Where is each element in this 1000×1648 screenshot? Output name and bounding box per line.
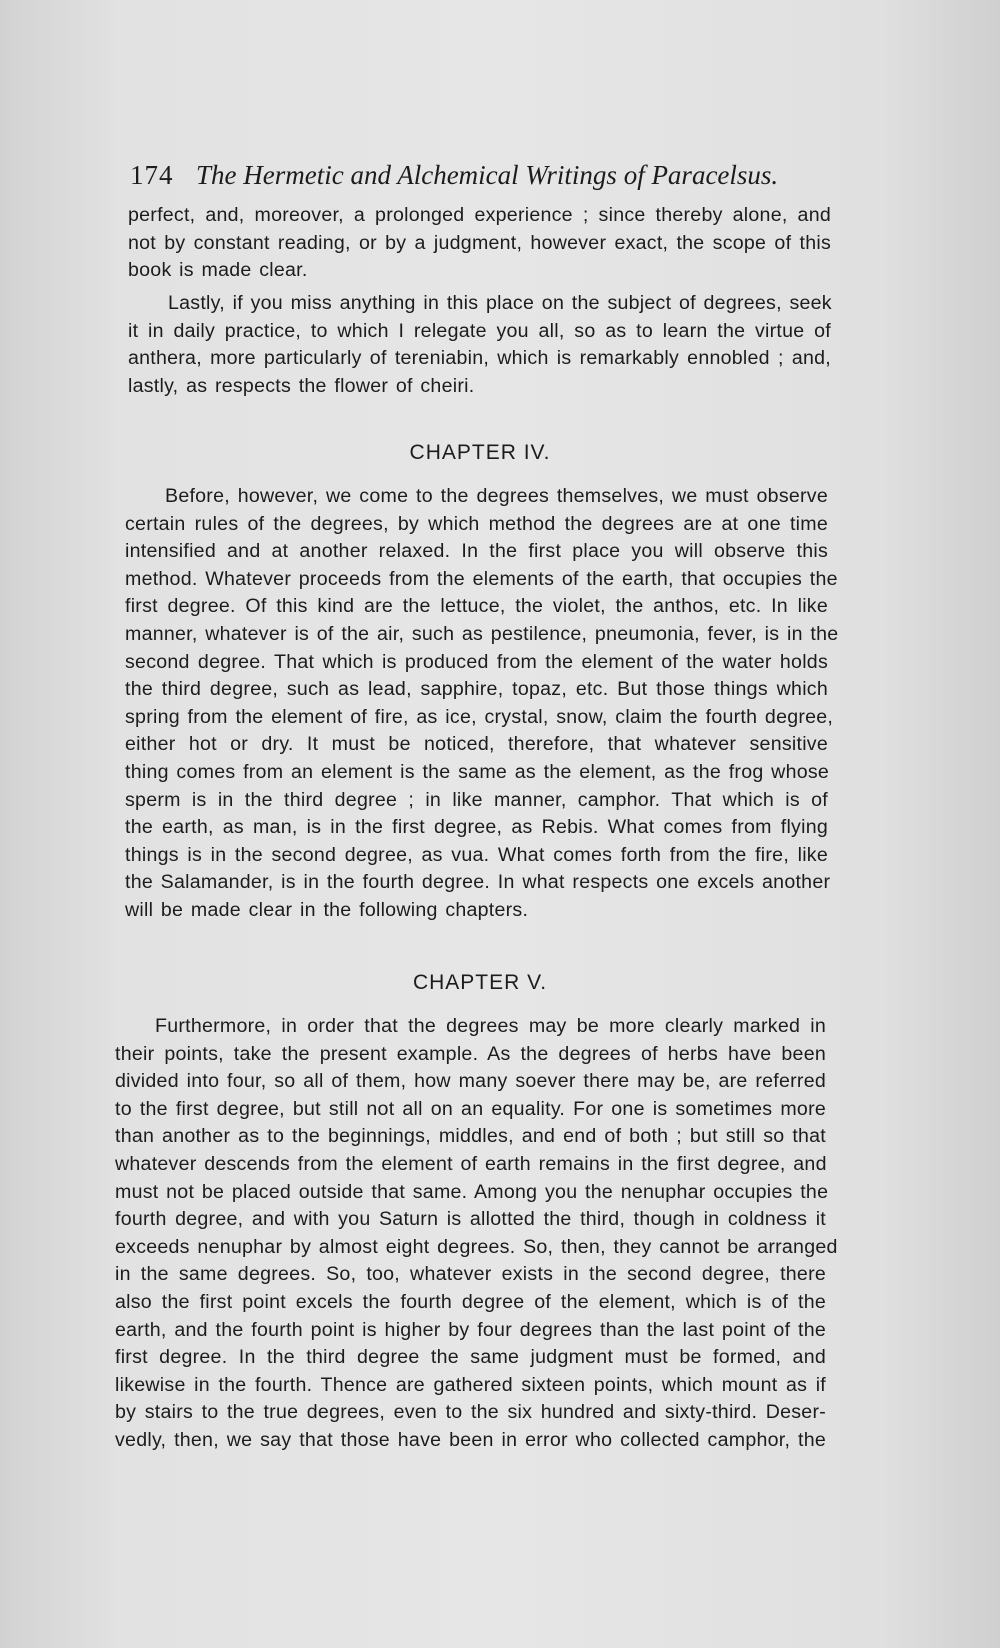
running-header [130,155,830,195]
text-line: first degree. Of this kind are the lettuce, the violet, the anthos, etc. In like [125,595,828,618]
text-line: the third degree, such as lead, sapphire, topaz, etc. But those things which [125,678,828,701]
text-line: either hot or dry. It must be noticed, therefore, that whatever sensitive [125,733,828,756]
page-number: 174 [130,160,174,190]
text-line: than another as to the beginnings, middles, and end of both ; but still so that [115,1125,826,1148]
text-line: first degree. In the third degree the same judgment must be formed, and [115,1346,826,1369]
text-line: divided into four, so all of them, how many soever there may be, are referred [115,1070,826,1093]
chapter-v-heading: CHAPTER V. [412,971,548,994]
text-line: manner, whatever is of the air, such as pestilence, pneumonia, fever, is in the [125,622,839,645]
text-line: the earth, as man, is in the first degree, as Rebis. What comes from flying [125,816,828,839]
text-line: not by constant reading, or by a judgment, however exact, the scope of this [128,231,831,254]
text-line: anthera, more particularly of tereniabin, which is remarkably ennobled ; and, [128,347,831,370]
text-line: whatever descends from the element of earth remains in the first degree, and [115,1152,827,1175]
chapter-iv-heading: CHAPTER IV. [409,441,551,464]
text-line: to the first degree, but still not all on an equality. For one is sometimes more [115,1097,826,1120]
text-line: exceeds nenuphar by almost eight degrees. So, then, they cannot be arranged [115,1235,838,1258]
text-line: must not be placed outside that same. Among you the nenuphar occupies the [115,1180,829,1203]
text-line: spring from the element of fire, as ice, crystal, snow, claim the fourth degree, [125,705,834,728]
text-line: book is made clear. [128,259,308,282]
text-line: their points, take the present example. As the degrees of herbs have been [115,1042,826,1065]
text-line: earth, and the fourth point is higher by four degrees than the last point of the [115,1318,826,1341]
text-line: second degree. That which is produced from the element of the water holds [125,650,828,673]
text-line: intensified and at another relaxed. In the first place you will observe this [125,540,828,563]
chapter-iv-paragraph [125,483,839,925]
text-line: vedly, then, we say that those have been in error who collected camphor, the [115,1428,826,1451]
chapter-v-paragraph [115,1013,838,1455]
text-line: Lastly, if you miss anything in this place on the subject of degrees, seek [168,292,832,314]
text-line: also the first point excels the fourth degree of the element, which is of the [115,1290,826,1313]
text-line: thing comes from an element is the same as the element, as the frog whose [125,760,830,783]
text-line: in the same degrees. So, too, whatever exists in the second degree, there [115,1263,826,1286]
text-line: certain rules of the degrees, by which method the degrees are at one time [125,512,828,535]
text-line: things is in the second degree, as vua. What comes forth from the fire, like [125,843,828,866]
lastly-paragraph [128,290,831,400]
text-line: lastly, as respects the flower of cheiri. [128,374,475,397]
text-line: Before, however, we come to the degrees themselves, we must observe [165,485,828,507]
text-line: sperm is in the third degree ; in like manner, camphor. That which is of [125,788,828,811]
text-line: perfect, and, moreover, a prolonged experience ; since thereby alone, and [128,204,831,226]
text-line: fourth degree, and with you Saturn is allotted the third, though in coldness it [115,1208,826,1231]
running-title: The Hermetic and Alchemical Writings of Paracelsus. [196,160,779,190]
text-line: it in daily practice, to which I relegate you all, so as to learn the virtue of [128,319,831,342]
continued-paragraph [128,202,831,285]
text-line: likewise in the fourth. Thence are gathered sixteen points, which mount as if [115,1373,826,1396]
text-line: will be made clear in the following chapters. [125,898,529,921]
text-line: Furthermore, in order that the degrees may be more clearly marked in [155,1015,826,1037]
text-line: by stairs to the true degrees, even to the six hundred and sixty-third. Deser- [115,1401,826,1424]
text-line: the Salamander, is in the fourth degree. In what respects one excels another [125,871,831,894]
text-line: method. Whatever proceeds from the elements of the earth, that occupies the [125,567,838,590]
